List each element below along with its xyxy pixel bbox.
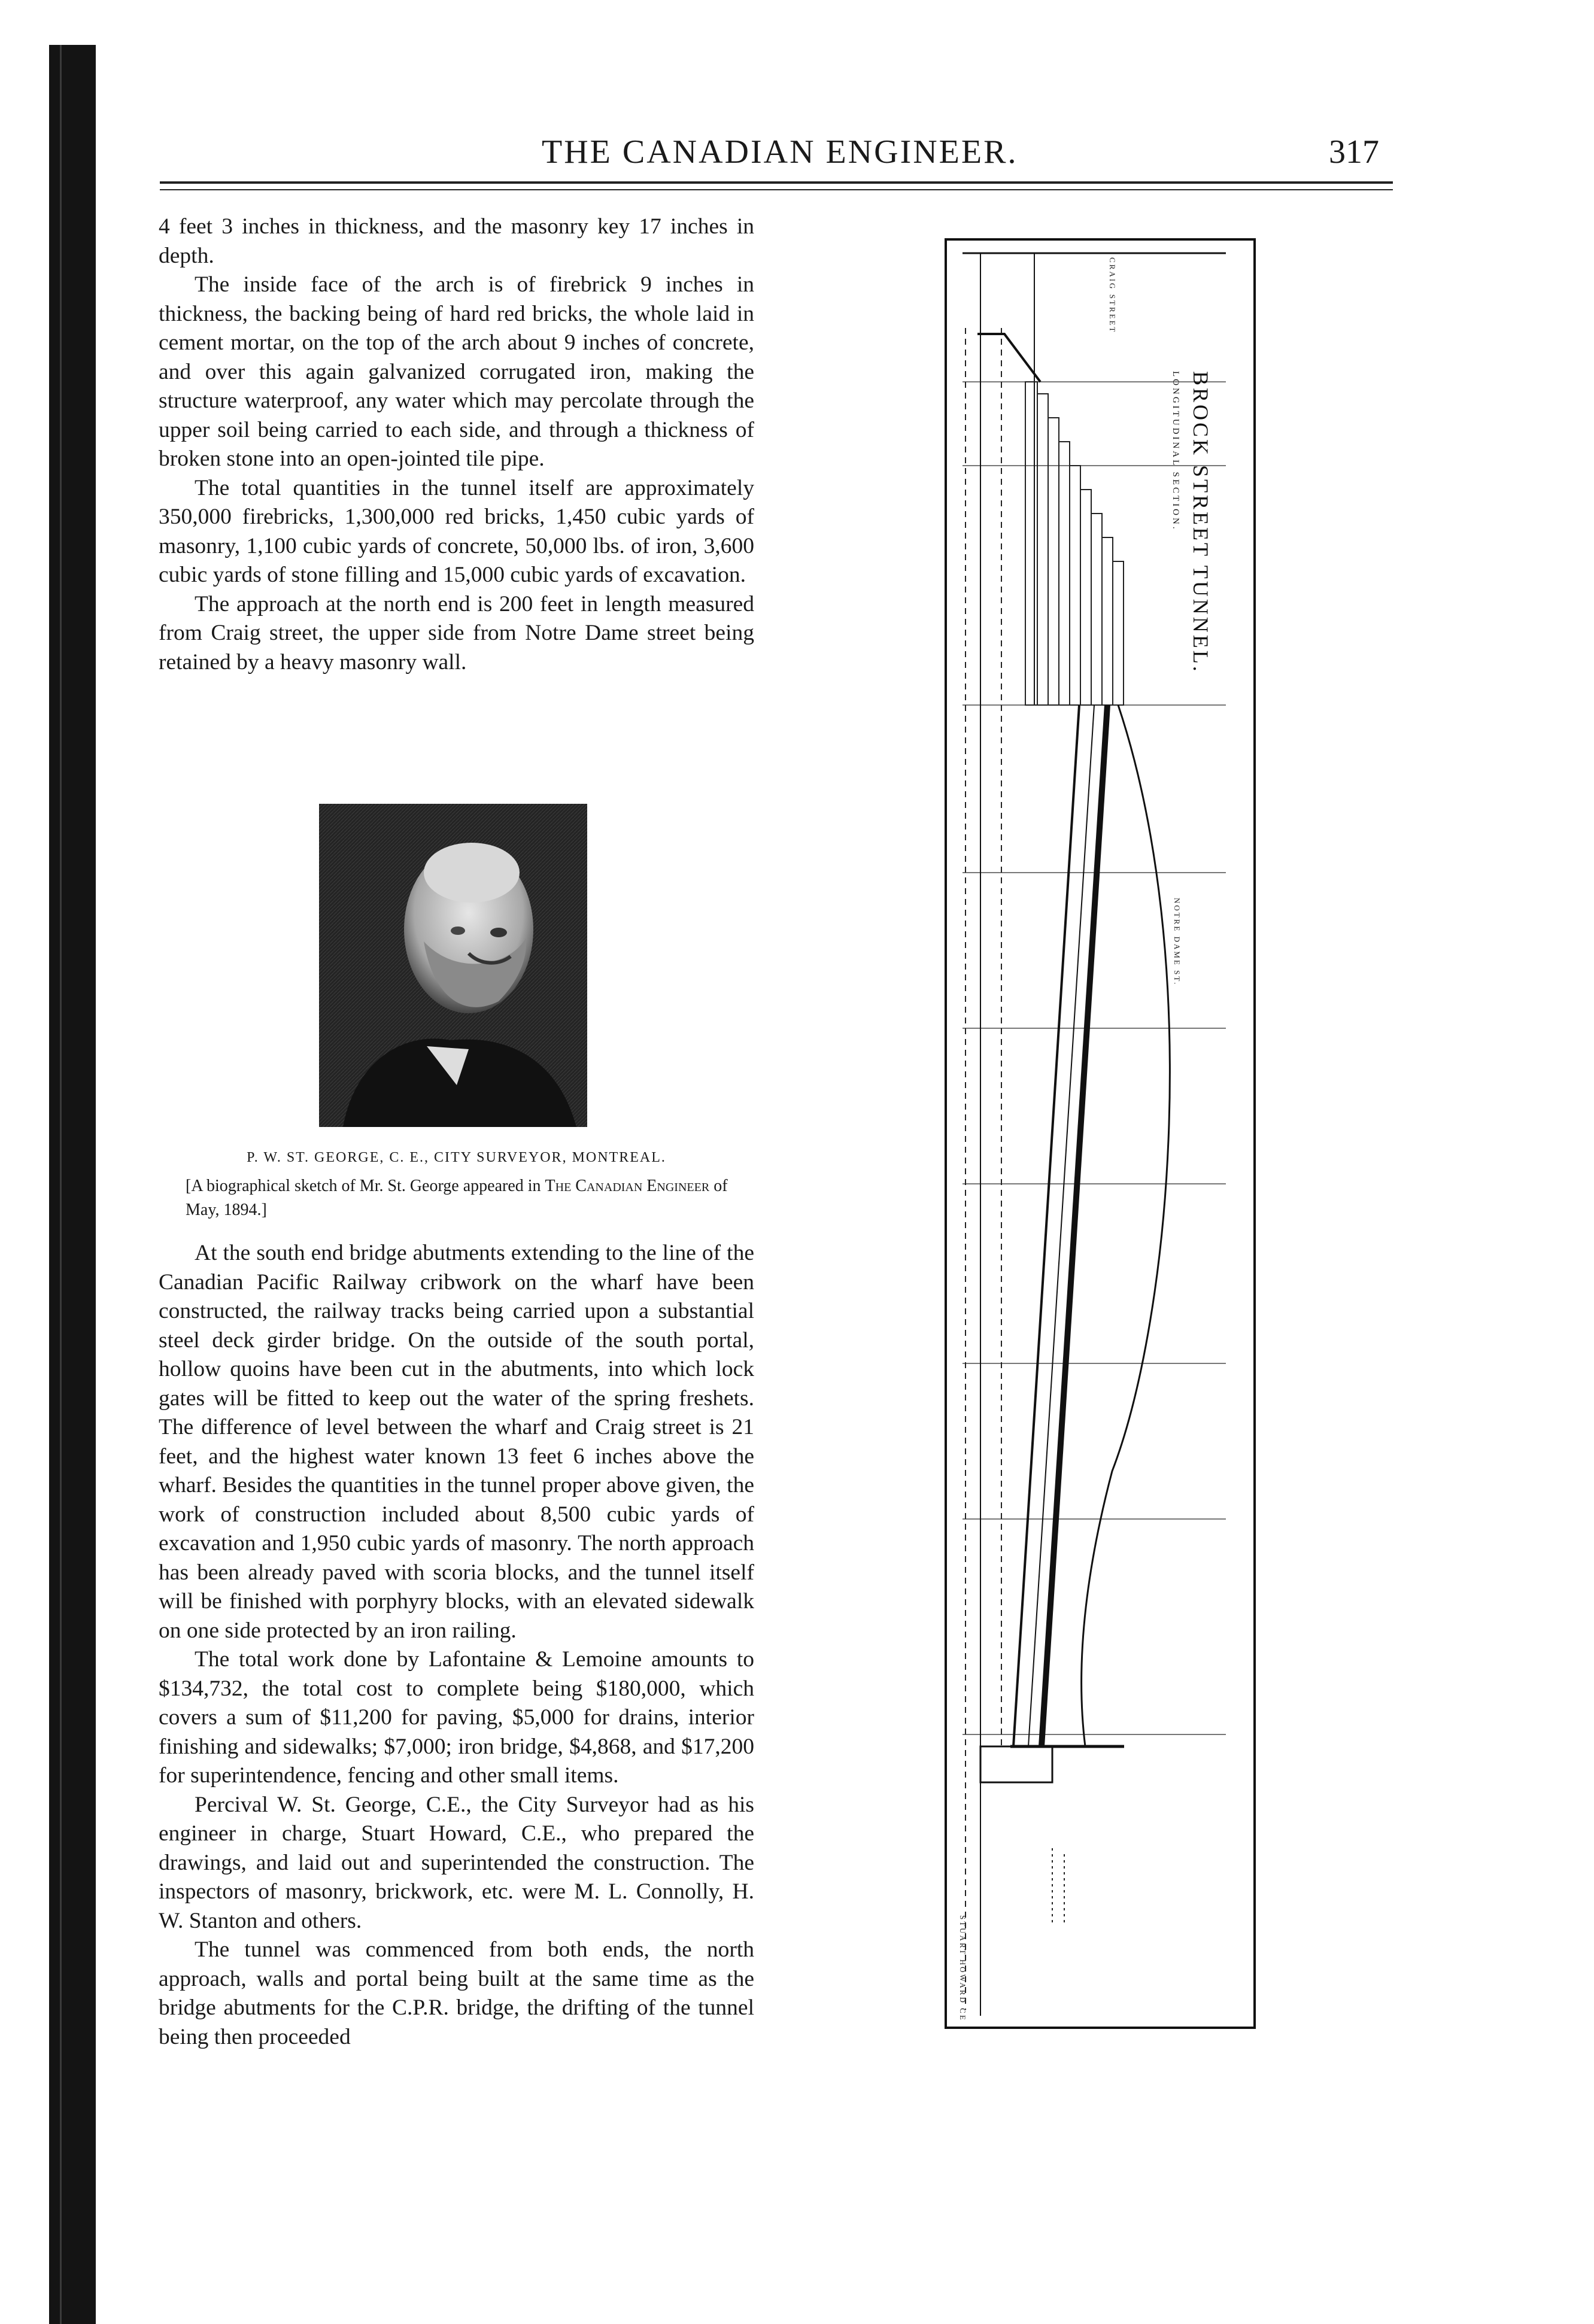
note-prefix: [A biographical sketch of Mr. St. George appeared in (186, 1177, 545, 1195)
figure-subtitle: LONGITUDINAL SECTION. (1171, 371, 1180, 531)
journal-title: THE CANADIAN ENGINEER. (542, 133, 1018, 171)
paragraph: The tunnel was commenced from both ends, the north approach, walls and portal being built at the same time as the bridge abutments for the C.P.R. bridge, the drifting of the tunnel being then proceeded (159, 1937, 754, 2049)
portrait-engraving (319, 804, 587, 1127)
portrait-caption: P. W. ST. GEORGE, C. E., CITY SURVEYOR, MONTREAL. (247, 1150, 666, 1165)
paragraph: Percival W. St. George, C.E., the City Surveyor had as his engineer in charge, Stuart Howard, C.E., who prepared the drawings, and laid out and superintended the construction. The inspectors of masonry, brickwork, etc. were M. L. Connolly, H. W. Stanton and others. (159, 1792, 754, 1933)
page-number: 317 (1329, 133, 1379, 171)
note-journal: The Canadian Engineer (545, 1177, 710, 1195)
paragraph: 4 feet 3 inches in thickness, and the masonry key 17 inches in depth. (159, 214, 754, 268)
text-column-bottom (159, 1239, 754, 2052)
header-rule (160, 181, 1393, 184)
note-suffix: of May, 1894.] (186, 1177, 728, 1219)
text-column-top (159, 212, 754, 677)
label-notre-dame: NOTRE DAME ST. (1173, 898, 1182, 986)
paragraph: The total work done by Lafontaine & Lemoine amounts to $134,732, the total cost to complete being $180,000, which covers a sum of $11,200 for paving, $5,000 for drains, interior finishing and sidewalks; $7,000; iron bridge, $4,868, and $17,200 for superintendence, fencing and other small items. (159, 1647, 754, 1788)
header-rule-thin (160, 189, 1393, 190)
page-binding-edge (49, 45, 96, 2324)
label-drawing-credit: STUART HOWARD CE (958, 1915, 967, 2022)
label-craig-street: CRAIG STREET (1108, 257, 1117, 334)
paragraph: The total quantities in the tunnel itself are approximately 350,000 firebricks, 1,300,000 red bricks, 1,450 cubic yards of masonry, 1,100 cubic yards of concrete, 50,000 lbs. of iron, 3,600 cubic yards of stone filling and 15,000 cubic yards of excavation. (159, 475, 754, 587)
paragraph: At the south end bridge abutments extending to the line of the Canadian Pacific Railway cribwork on the wharf have been constructed, the railway tracks being carried upon a substantial steel deck girder bridge. On the outside of the south portal, hollow quoins have been cut in the abutments, into which lock gates will be fitted to keep out the water of the spring freshets. The difference of level between the wharf and Craig street is 21 feet, and the highest water known 13 feet 6 inches above the wharf. Besides the quantities in the tunnel proper above given, the work of construction included about 8,500 cubic yards of excavation and 1,950 cubic yards of masonry. The north approach has been already paved with scoria blocks, and the tunnel itself will be finished with porphyry blocks, with an elevated sidewalk on one side protected by an iron railing. (159, 1241, 754, 1643)
paragraph: The approach at the north end is 200 feet in length measured from Craig street, the upper side from Notre Dame street being retained by a heavy masonry wall. (159, 591, 754, 675)
figure-title: BROCK STREET TUNNEL. (1189, 371, 1213, 674)
paragraph: The inside face of the arch is of firebrick 9 inches in thickness, the backing being of hard red bricks, the whole laid in cement mortar, on the top of the arch about 9 inches of concrete, and over this again galvanized corrugated iron, making the structure waterproof, any water which may percolate through the upper soil being carried to each side, and through a thickness of broken stone into an open-jointed tile pipe. (159, 272, 754, 471)
portrait-note (186, 1174, 754, 1222)
portrait-photo (319, 804, 587, 1127)
